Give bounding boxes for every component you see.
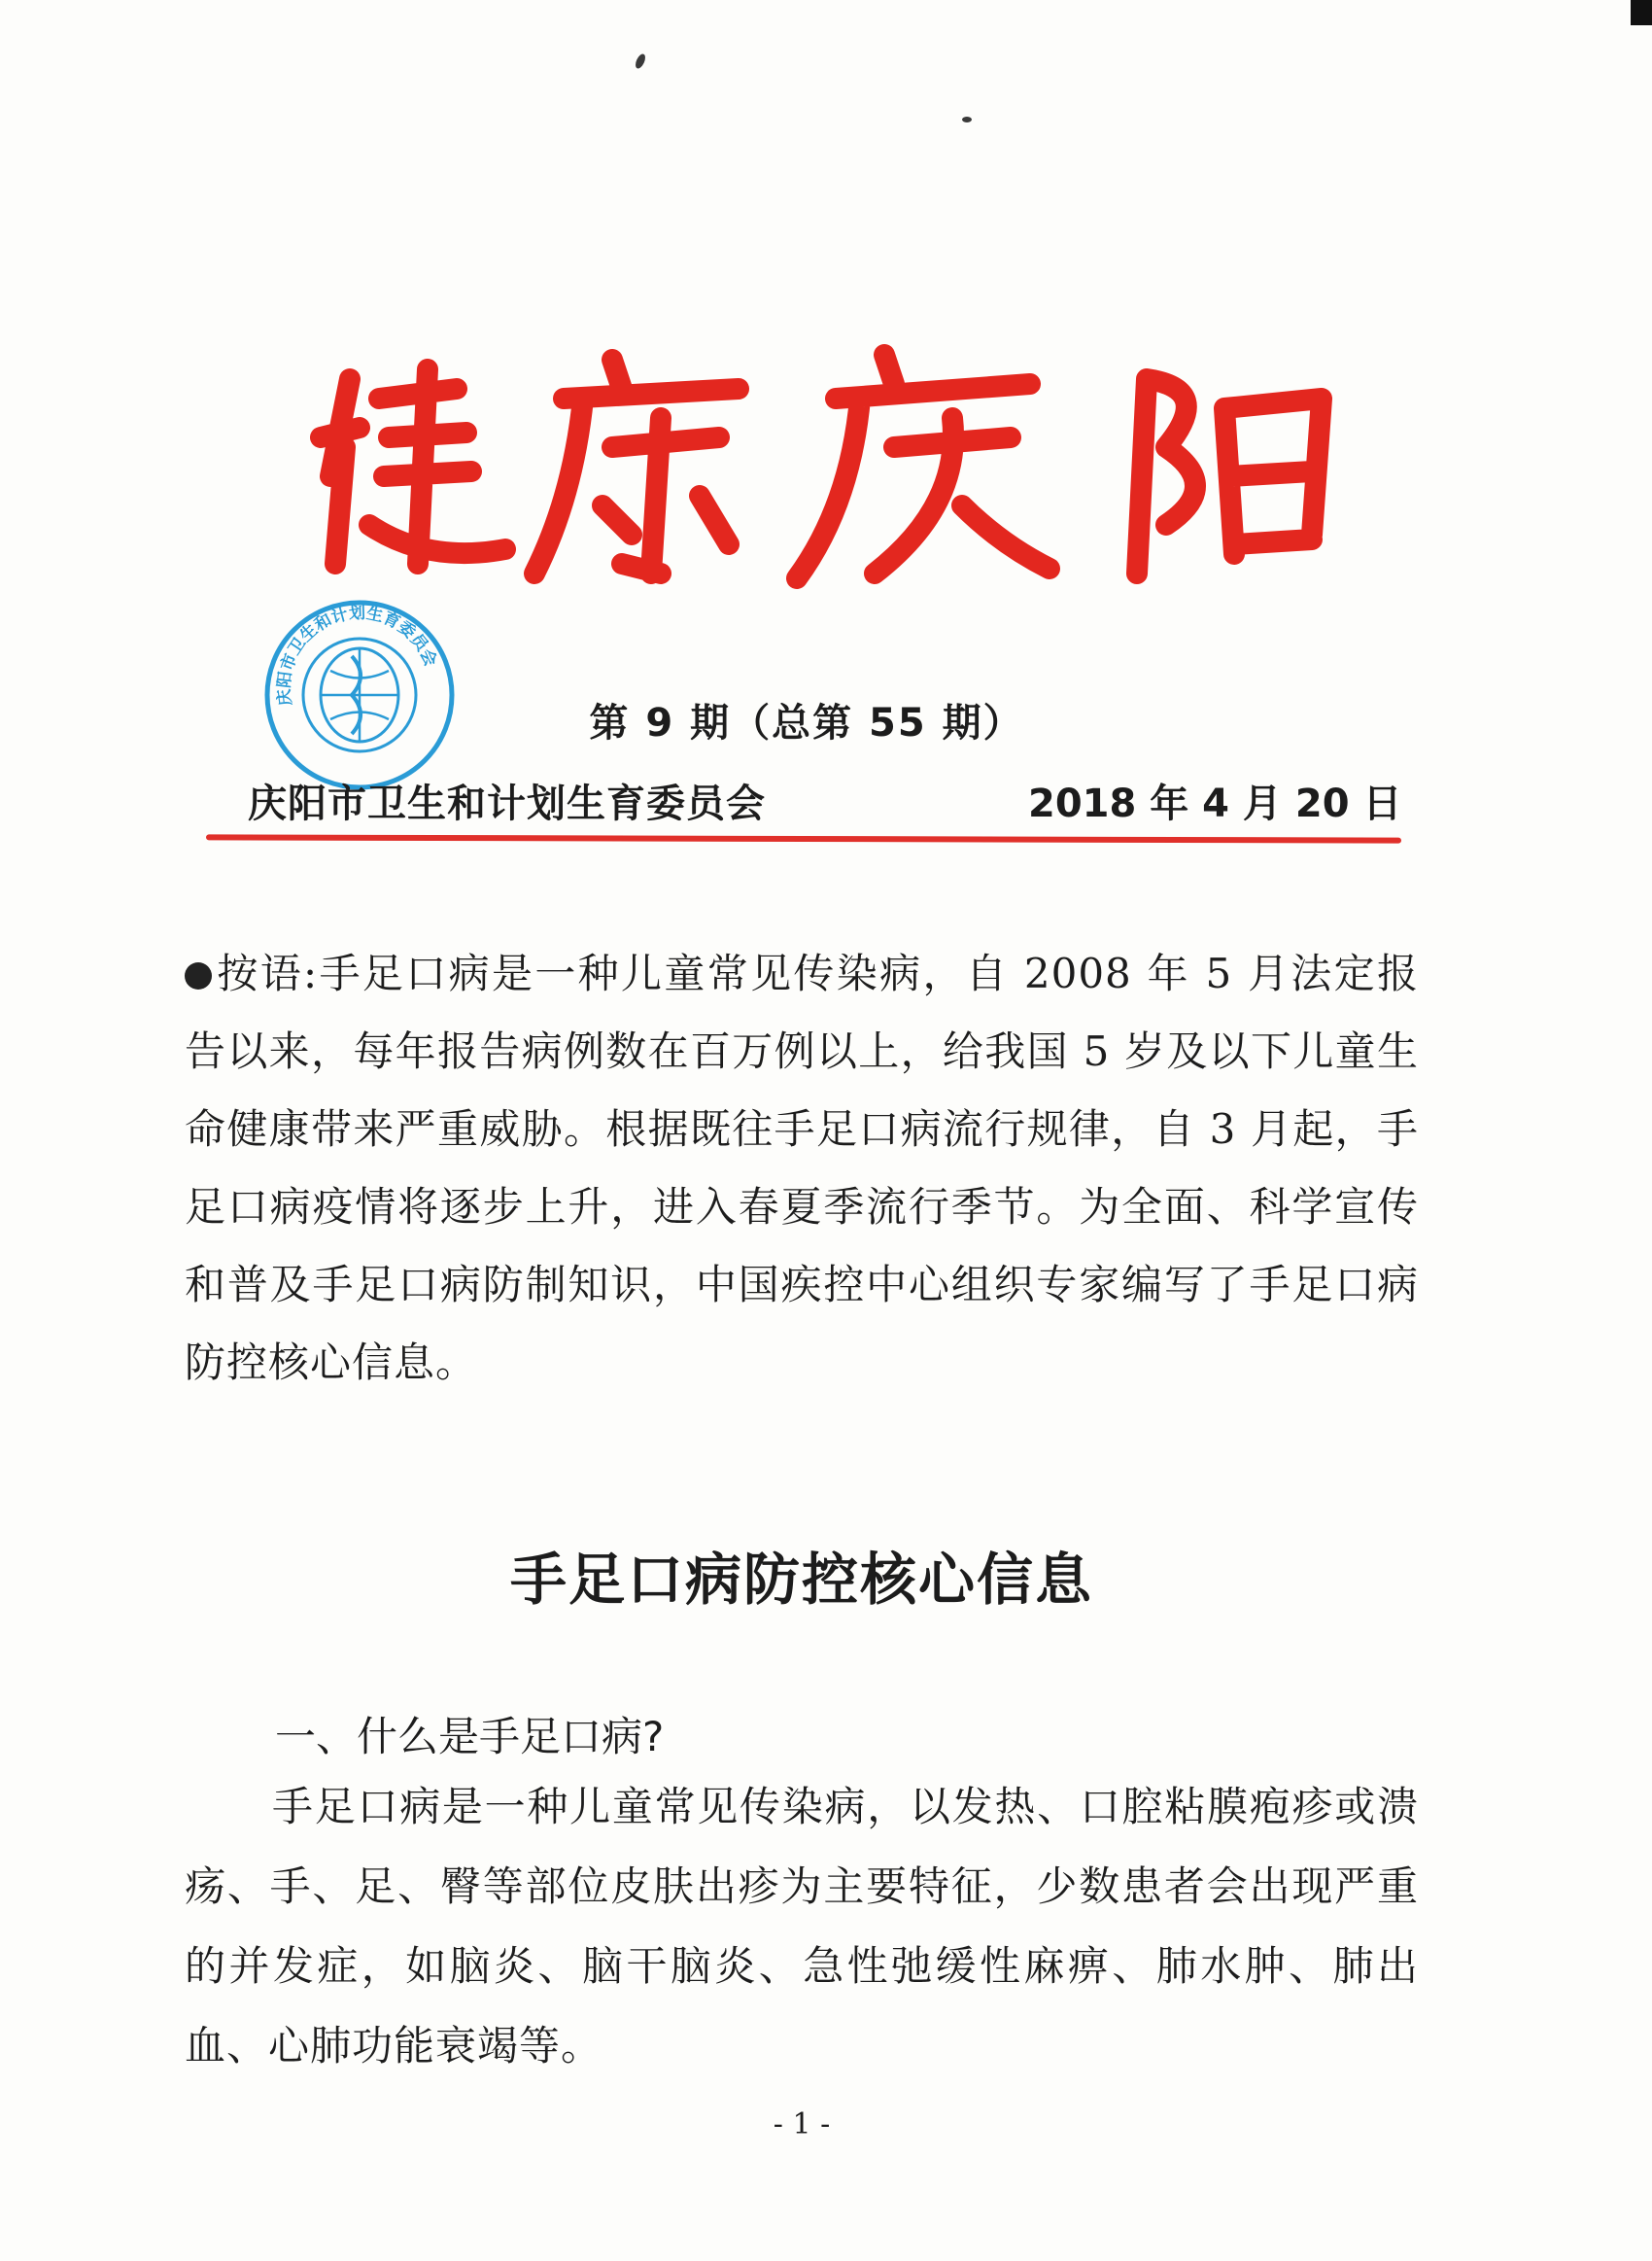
- masthead-calligraphy-title: [292, 340, 1360, 593]
- issue-date: 2018 年 4 月 20 日: [1028, 782, 1402, 826]
- article-heading: 手足口病防控核心信息: [509, 1547, 1093, 1613]
- seal-emblem: [262, 598, 457, 792]
- editor-note-label: 按语:: [216, 950, 319, 997]
- organization-seal: [262, 598, 457, 792]
- scan-speck: [962, 117, 972, 122]
- issuing-organization: 庆阳市卫生和计划生育委员会: [248, 782, 766, 826]
- section-body: 手足口病是一种儿童常见传染病，以发热、口腔粘膜疱疹或溃疡、手、足、臀等部位皮肤出疹为主要特征，少数患者会出现严重的并发症，如脑炎、脑干脑炎、急性弛缓性麻痹、肺水肿、肺出血、心肺功能衰竭等。: [185, 1783, 1419, 2070]
- issue-number: 第 9 期（总第 55 期）: [589, 701, 1024, 746]
- bullet-icon: [185, 962, 212, 990]
- scan-speck: [634, 52, 647, 70]
- page-number: - 1 -: [773, 2107, 831, 2141]
- section-heading: 一、什么是手足口病?: [275, 1713, 665, 1760]
- scan-edge-mark: [1631, 0, 1652, 25]
- seal-text: 庆阳市卫生和计划生育委员会: [274, 603, 440, 708]
- masthead-red-rule: [206, 834, 1401, 843]
- editor-note: [185, 935, 1419, 1402]
- editor-note-text: 手足口病是一种儿童常见传染病，自 2008 年 5 月法定报告以来，每年报告病例数在百万例以上，给我国 5 岁及以下儿童生命健康带来严重威胁。根据既往手足口病流行规律，自 3 月起，手足口病疫情将逐步上升，进入春夏季流行季节。为全面、科学宣传和普及手足口病防制知识，中国疾控中心组织专家编写了手足口病防控核心信息。: [185, 950, 1420, 1386]
- calligraphy-artwork: [292, 340, 1360, 593]
